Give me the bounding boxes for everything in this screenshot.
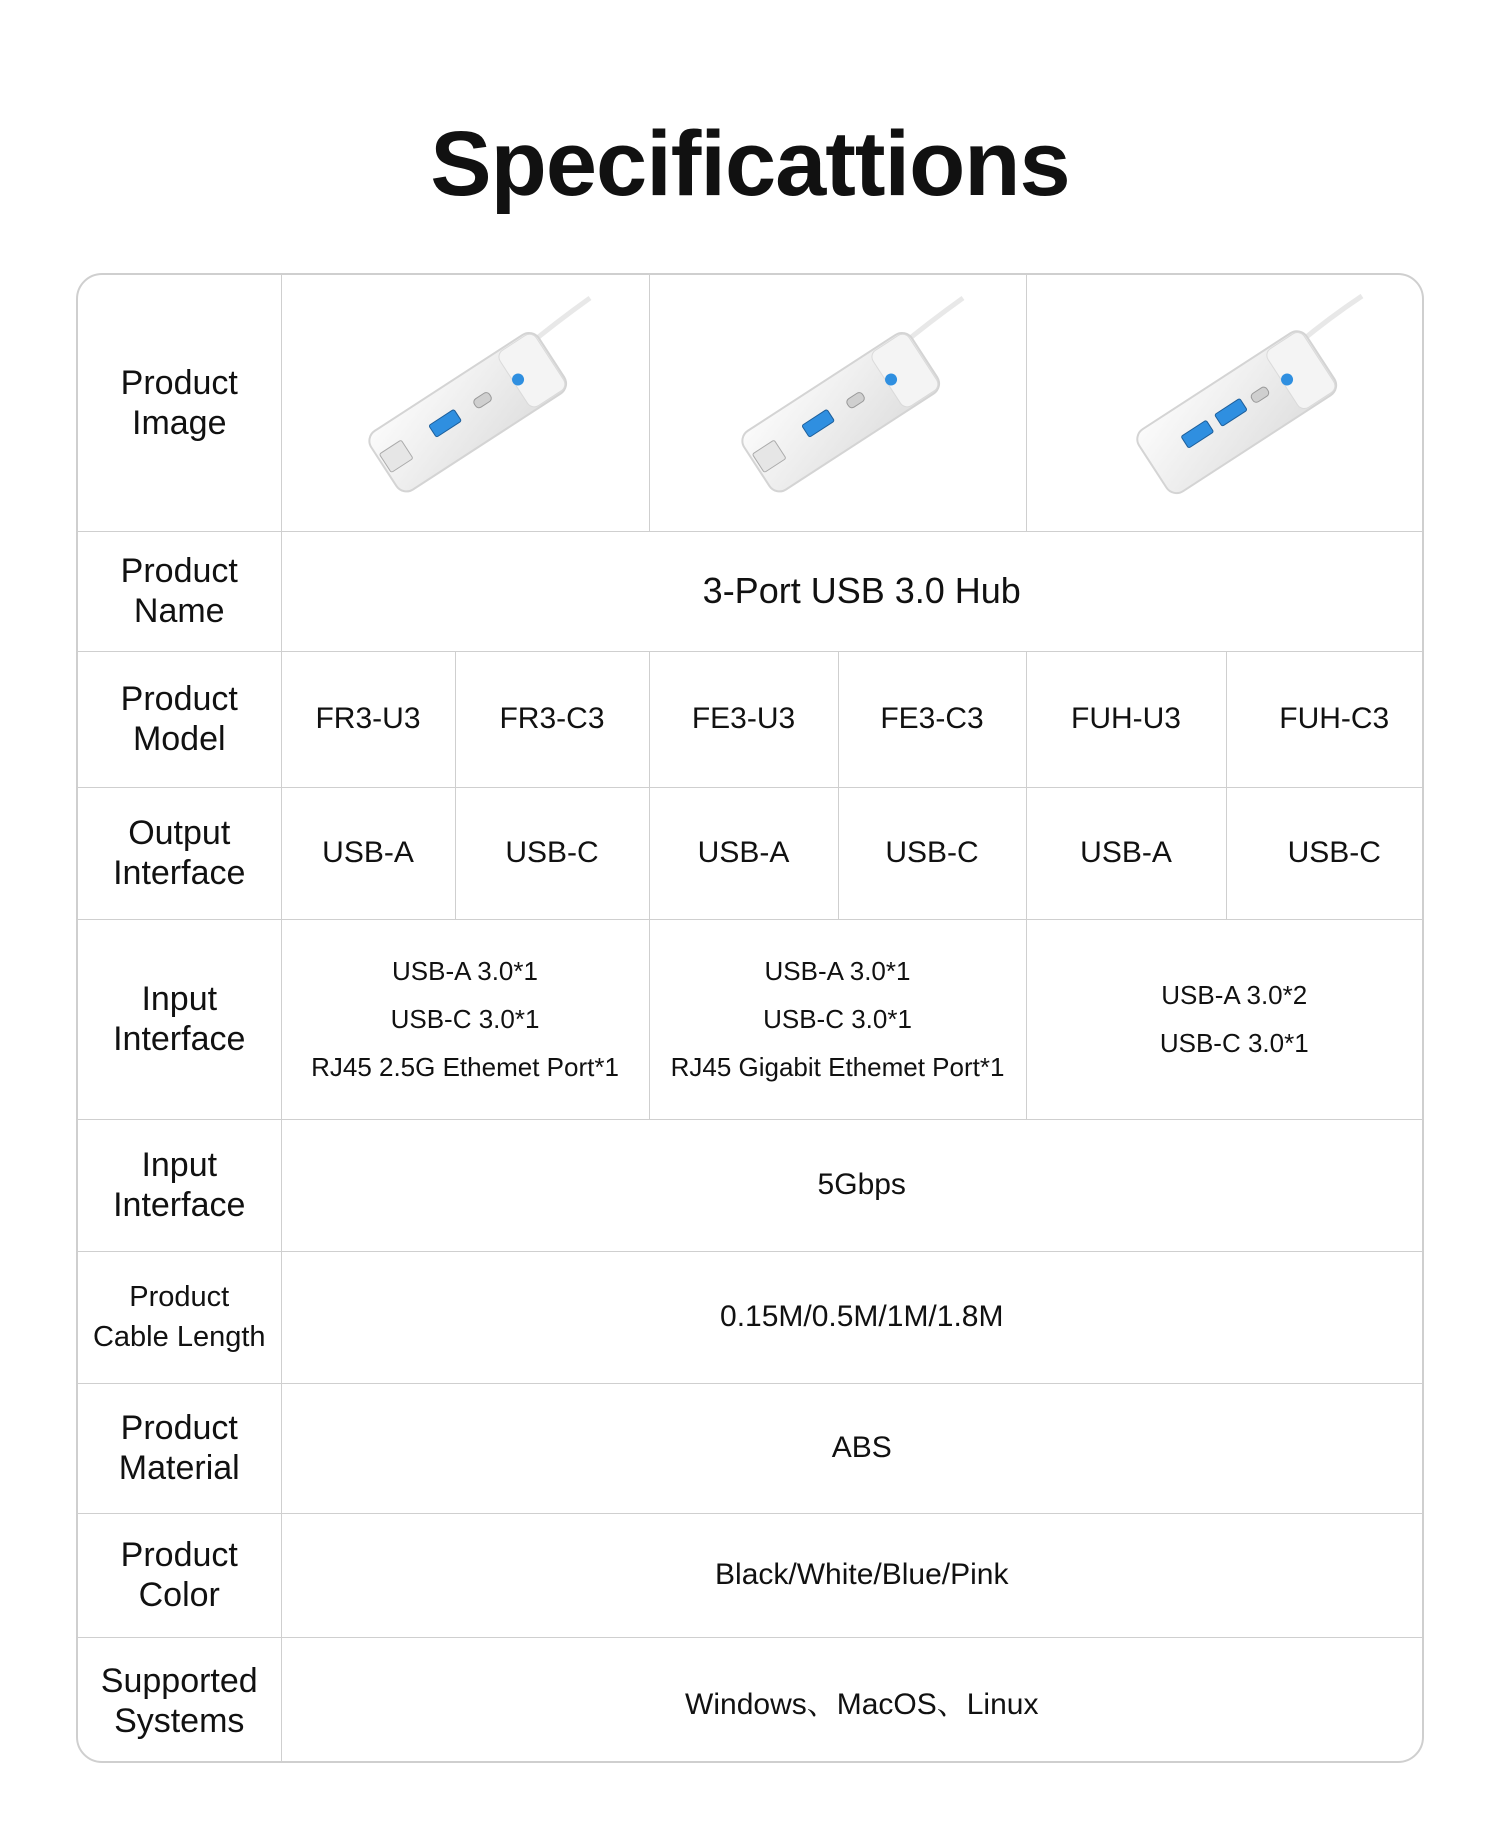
row-label-line: Interface	[113, 1020, 246, 1058]
row-label	[78, 1119, 281, 1251]
row-label-line: Input	[141, 980, 218, 1018]
row-label-line: Product	[129, 1281, 230, 1313]
model-cell: FR3-C3	[455, 651, 649, 787]
row-label-line: Output	[128, 814, 231, 852]
input-port-line: USB-C 3.0*1	[1159, 1028, 1309, 1058]
spec-table	[76, 273, 1424, 1763]
row-label	[78, 1383, 281, 1513]
model-cell: FR3-U3	[281, 651, 455, 787]
row-label	[78, 651, 281, 787]
output-cell: USB-C	[1226, 787, 1424, 919]
row-label	[78, 787, 281, 919]
row-label-line: Image	[132, 403, 227, 442]
input-group-cell	[281, 919, 649, 1119]
row-label-line: Color	[138, 1576, 220, 1614]
row-label-line: Product	[120, 1409, 238, 1447]
product-image-cell	[649, 275, 1026, 531]
speed-value: 5Gbps	[281, 1119, 1424, 1251]
row-label-line: Systems	[114, 1702, 245, 1741]
row-supported-systems	[78, 1637, 1424, 1763]
row-output-interface	[78, 787, 1424, 919]
row-product-name	[78, 531, 1424, 651]
material-value: ABS	[281, 1383, 1424, 1513]
row-label-line: Product	[120, 552, 238, 590]
model-cell: FUH-C3	[1226, 651, 1424, 787]
output-cell: USB-A	[1026, 787, 1226, 919]
usb-hub-dual-usb-a-icon	[1104, 288, 1364, 518]
model-cell: FE3-U3	[649, 651, 838, 787]
row-label-line: Product	[120, 1536, 238, 1574]
input-port-line: USB-A 3.0*1	[764, 956, 911, 986]
row-label	[78, 919, 281, 1119]
usb-hub-rj45-icon	[335, 288, 595, 518]
output-cell: USB-A	[281, 787, 455, 919]
row-label-line: Cable Length	[92, 1321, 266, 1353]
model-cell: FUH-U3	[1026, 651, 1226, 787]
color-value: Black/White/Blue/Pink	[281, 1513, 1424, 1637]
row-color	[78, 1513, 1424, 1637]
output-cell: USB-C	[455, 787, 649, 919]
input-group-cell	[1026, 919, 1424, 1119]
row-label-line: Product	[120, 680, 238, 718]
row-label-line: Supported	[100, 1662, 258, 1701]
row-label	[78, 1513, 281, 1637]
row-label-line: Model	[132, 720, 226, 758]
input-port-line: USB-A 3.0*1	[392, 956, 538, 986]
input-port-line: USB-C 3.0*1	[390, 1004, 540, 1034]
output-cell: USB-C	[838, 787, 1026, 919]
output-cell: USB-A	[649, 787, 838, 919]
input-port-line: RJ45 2.5G Ethemet Port*1	[311, 1052, 619, 1082]
row-input-interface	[78, 919, 1424, 1119]
row-product-image	[78, 275, 1424, 531]
row-label-line: Material	[118, 1449, 240, 1487]
row-product-model	[78, 651, 1424, 787]
row-material	[78, 1383, 1424, 1513]
usb-hub-rj45-icon	[708, 288, 968, 518]
row-label-line: Input	[141, 1146, 218, 1184]
row-label	[78, 531, 281, 651]
row-label-line: Interface	[113, 854, 246, 892]
model-cell: FE3-C3	[838, 651, 1026, 787]
cable-length-value: 0.15M/0.5M/1M/1.8M	[281, 1251, 1424, 1383]
product-image-cell	[281, 275, 649, 531]
row-label	[78, 1637, 281, 1763]
input-port-line: RJ45 Gigabit Ethemet Port*1	[670, 1052, 1005, 1082]
row-label	[78, 275, 281, 531]
systems-value: Windows、MacOS、Linux	[281, 1637, 1424, 1763]
product-image-cell	[1026, 275, 1424, 531]
row-cable-length	[78, 1251, 1424, 1383]
row-label-line: Name	[133, 592, 225, 630]
input-group-cell	[649, 919, 1026, 1119]
row-label-line: Interface	[113, 1186, 246, 1224]
input-port-line: USB-A 3.0*2	[1161, 980, 1308, 1010]
page-title: Specificattions	[430, 113, 1070, 215]
input-port-line: USB-C 3.0*1	[763, 1004, 912, 1034]
row-transfer-speed	[78, 1119, 1424, 1251]
product-name-value: 3-Port USB 3.0 Hub	[281, 531, 1424, 651]
row-label-line: Product	[120, 363, 238, 402]
row-label	[78, 1251, 281, 1383]
